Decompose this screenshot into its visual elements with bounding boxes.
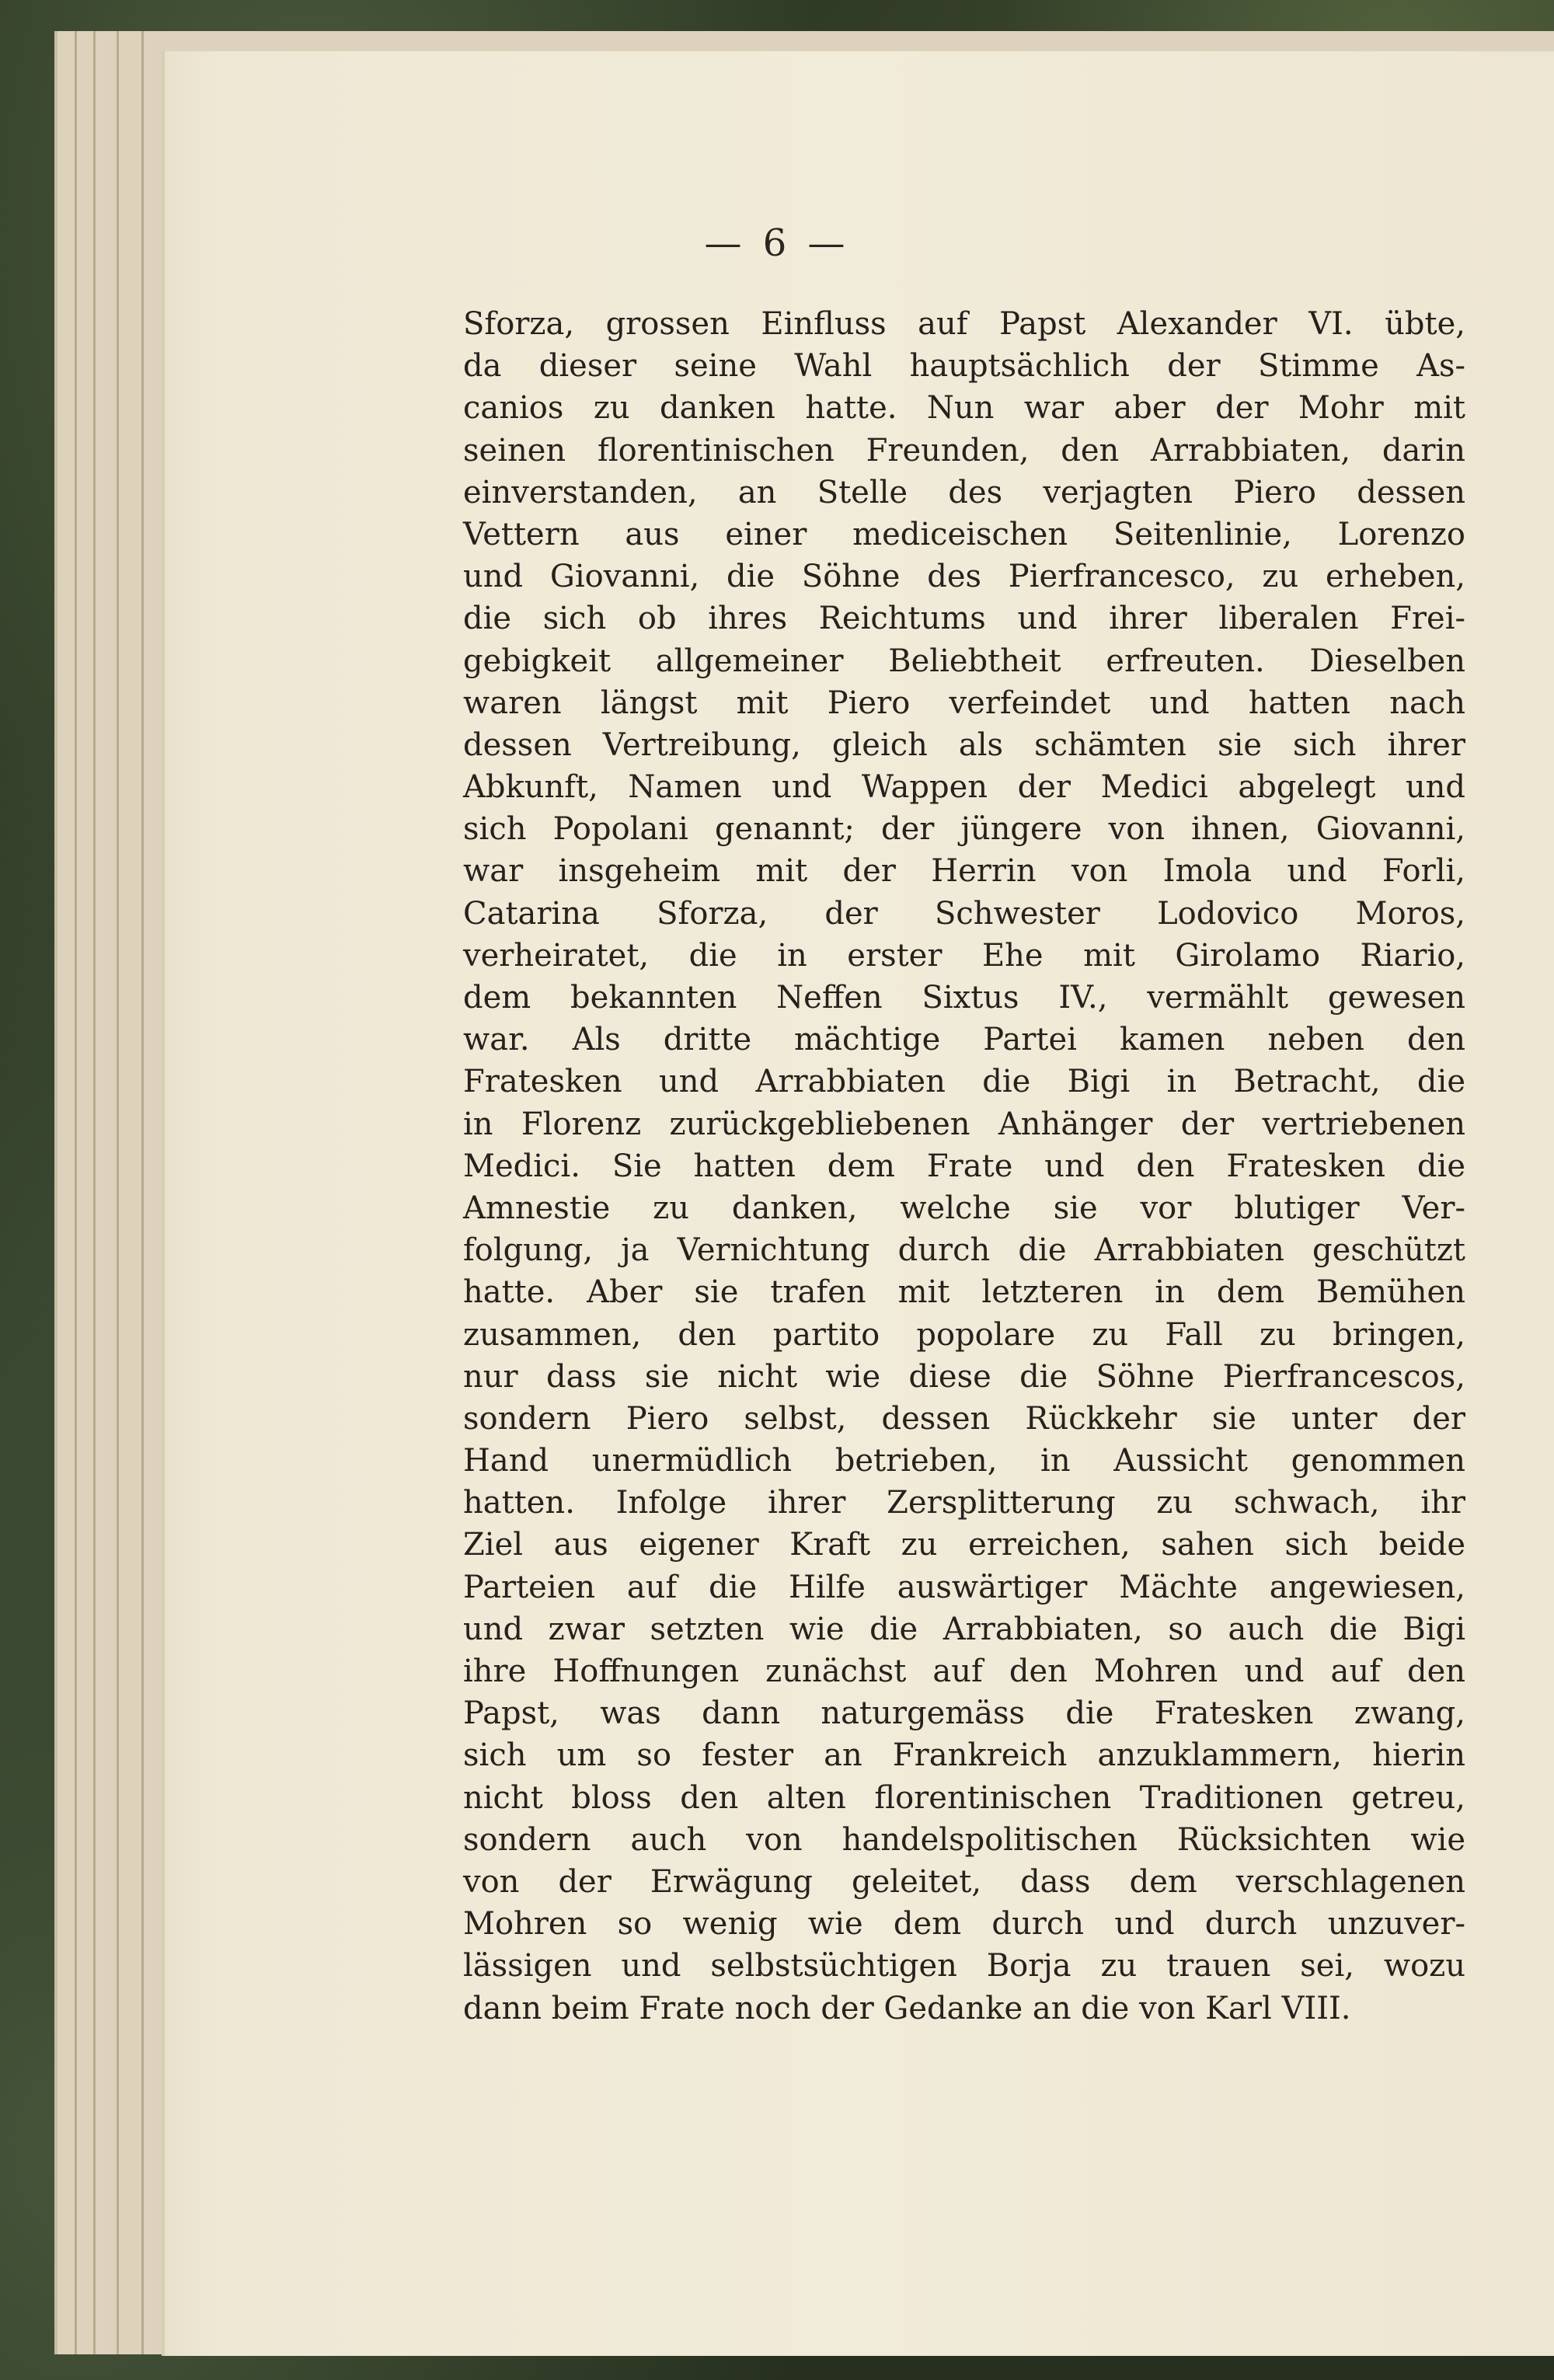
page-edge-line xyxy=(75,31,77,2354)
text-line: da dieser seine Wahl hauptsächlich der Stimme As- xyxy=(463,348,1465,385)
text-line: sich um so fester an Frankreich anzuklammern, hierin xyxy=(463,1737,1465,1774)
text-line: Fratesken und Arrabbiaten die Bigi in Betracht, die xyxy=(463,1064,1465,1100)
text-line: Mohren so wenig wie dem durch und durch unzuver- xyxy=(463,1906,1465,1943)
text-line: nicht bloss den alten florentinischen Traditionen getreu, xyxy=(463,1779,1465,1816)
text-line: Sforza, grossen Einfluss auf Papst Alexander VI. übte, xyxy=(463,306,1465,342)
text-line: waren längst mit Piero verfeindet und hatten nach xyxy=(463,685,1465,721)
text-line: Papst, was dann naturgemäss die Fratesken zwang, xyxy=(463,1695,1465,1732)
text-line: dann beim Frate noch der Gedanke an die von Karl VIII. xyxy=(463,1990,1351,2026)
text-line: Vettern aus einer mediceischen Seitenlinie, Lorenzo xyxy=(463,516,1465,552)
text-line: folgung, ja Vernichtung durch die Arrabbiaten geschützt xyxy=(463,1232,1465,1269)
text-line: seinen florentinischen Freunden, den Arrabbiaten, darin xyxy=(463,432,1465,469)
text-line: Hand unermüdlich betrieben, in Aussicht genommen xyxy=(463,1443,1465,1479)
page-edge-line xyxy=(93,31,96,2354)
text-line: von der Erwägung geleitet, dass dem verschlagenen xyxy=(463,1863,1465,1900)
text-line: hatten. Infolge ihrer Zersplitterung zu schwach, ihr xyxy=(463,1485,1465,1521)
text-line: Medici. Sie hatten dem Frate und den Fratesken die xyxy=(463,1148,1465,1184)
text-line: Ziel aus eigener Kraft zu erreichen, sahen sich beide xyxy=(463,1527,1465,1563)
text-line: ihre Hoffnungen zunächst auf den Mohren und auf den xyxy=(463,1653,1465,1689)
text-line: gebigkeit allgemeiner Beliebtheit erfreuten. Dieselben xyxy=(463,643,1465,679)
text-line: in Florenz zurückgebliebenen Anhänger der vertriebenen xyxy=(463,1106,1465,1142)
body-text xyxy=(463,303,1465,2030)
text-line: Parteien auf die Hilfe auswärtiger Mächte angewiesen, xyxy=(463,1569,1465,1605)
text-line: zusammen, den partito popolare zu Fall zu bringen, xyxy=(463,1316,1465,1353)
text-line: und Giovanni, die Söhne des Pierfrancesco, zu erheben, xyxy=(463,559,1465,595)
text-line: canios zu danken hatte. Nun war aber der Mohr mit xyxy=(463,390,1465,427)
text-line: lässigen und selbstsüchtigen Borja zu trauen sei, wozu xyxy=(463,1948,1465,1984)
text-line: sich Popolani genannt; der jüngere von ihnen, Giovanni, xyxy=(463,811,1465,848)
text-line: die sich ob ihres Reichtums und ihrer liberalen Frei- xyxy=(463,601,1465,637)
text-line: hatte. Aber sie trafen mit letzteren in dem Bemühen xyxy=(463,1274,1465,1311)
text-line: Abkunft, Namen und Wappen der Medici abgelegt und xyxy=(463,769,1465,806)
text-line: Catarina Sforza, der Schwester Lodovico Moros, xyxy=(463,895,1465,932)
text-line: war. Als dritte mächtige Partei kamen neben den xyxy=(463,1022,1465,1058)
text-line: war insgeheim mit der Herrin von Imola und Forli, xyxy=(463,853,1465,890)
text-line: Amnestie zu danken, welche sie vor blutiger Ver- xyxy=(463,1190,1465,1226)
text-line: dem bekannten Neffen Sixtus IV., vermählt gewesen xyxy=(463,980,1465,1016)
text-line: einverstanden, an Stelle des verjagten Piero dessen xyxy=(463,474,1465,510)
text-line: und zwar setzten wie die Arrabbiaten, so auch die Bigi xyxy=(463,1611,1465,1647)
text-line: dessen Vertreibung, gleich als schämten sie sich ihrer xyxy=(463,727,1465,763)
text-line: verheiratet, die in erster Ehe mit Girolamo Riario, xyxy=(463,937,1465,974)
page-edge-line xyxy=(117,31,119,2354)
text-line: sondern auch von handelspolitischen Rücksichten wie xyxy=(463,1821,1465,1858)
page-number: — 6 — xyxy=(704,221,850,265)
text-line: sondern Piero selbst, dessen Rückkehr sie unter der xyxy=(463,1400,1465,1437)
text-line: nur dass sie nicht wie diese die Söhne Pierfrancescos, xyxy=(463,1358,1465,1395)
page-edge-line xyxy=(141,31,144,2354)
